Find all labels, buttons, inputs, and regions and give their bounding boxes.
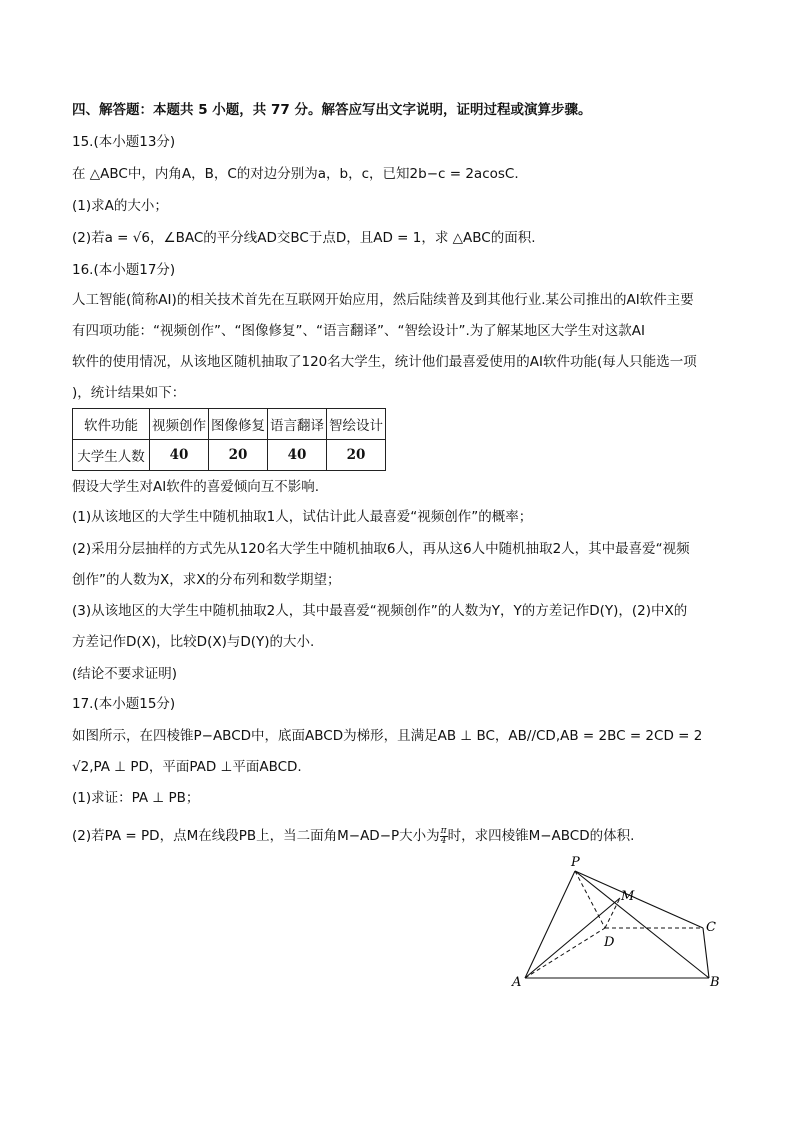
edge-pd-hidden (575, 871, 605, 928)
fraction-denominator: 4 (440, 835, 447, 846)
segment-dm-hidden (605, 898, 620, 928)
q15-part2: (2)若a = √6，∠BAC的平分线AD交BC于点D，且AD = 1，求 △ABC的面积. (72, 230, 536, 246)
q17-part2-pre: (2)若PA = PD，点M在线段PB上，当二面角M−AD−P大小为 (72, 828, 440, 844)
table-row-label: 大学生人数 (73, 440, 150, 471)
label-b: B (710, 975, 720, 990)
label-d: D (604, 935, 615, 950)
table-cell: 40 (150, 440, 209, 471)
q16-part3-line-2: 方差记作D(X)，比较D(X)与D(Y)的大小. (72, 634, 315, 650)
label-c: C (706, 920, 716, 935)
section-header: 四、解答题：本题共 5 小题，共 77 分。解答应写出文字说明，证明过程或演算步骤。 (72, 102, 592, 118)
q16-intro-line-1: 人工智能(简称AI)的相关技术首先在互联网开始应用，然后陆续普及到其他行业.某公司推出的AI软件主要 (72, 292, 694, 308)
table-column-header: 语言翻译 (268, 409, 327, 440)
table-column-header: 图像修复 (209, 409, 268, 440)
q16-assumption: 假设大学生对AI软件的喜爱倾向互不影响. (72, 479, 320, 495)
q15-part1: (1)求A的大小； (72, 198, 168, 214)
label-p: P (571, 855, 580, 870)
q17-part2 (72, 826, 634, 846)
q15-stem: 在 △ABC中，内角A，B，C的对边分别为a，b，c，已知2b−c = 2acosC. (72, 166, 519, 182)
label-a: A (512, 975, 522, 990)
q16-part3-line-1: (3)从该地区的大学生中随机抽取2人，其中最喜爱“视频创作”的人数为Y，Y的方差记作D(Y)，(2)中X的 (72, 603, 688, 619)
table-cell: 40 (268, 440, 327, 471)
table-column-header: 视频创作 (150, 409, 209, 440)
table-column-header: 智绘设计 (327, 409, 386, 440)
q17-stem-line-2: √2,PA ⊥ PD，平面PAD ⊥平面ABCD. (72, 759, 302, 775)
q16-intro-line-3: 软件的使用情况，从该地区随机抽取了120名大学生，统计他们最喜爱使用的AI软件功能(每人只能选一项 (72, 354, 697, 370)
edge-bc (703, 928, 709, 978)
q16-part1: (1)从该地区的大学生中随机抽取1人，试估计此人最喜爱“视频创作”的概率； (72, 509, 533, 525)
edge-pb (575, 871, 709, 978)
q17-heading: 17.(本小题15分) (72, 696, 176, 712)
q17-part1: (1)求证：PA ⊥ PB； (72, 790, 200, 806)
q15-heading: 15.(本小题13分) (72, 134, 176, 150)
q16-intro-line-2: 有四项功能：“视频创作”、“图像修复”、“语言翻译”、“智绘设计”.为了解某地区大学生对这款AI (72, 323, 645, 339)
table-header-label: 软件功能 (73, 409, 150, 440)
q16-part2-line-1: (2)采用分层抽样的方式先从120名大学生中随机抽取6人，再从这6人中随机抽取2人，其中最喜爱“视频 (72, 541, 690, 557)
table-cell: 20 (209, 440, 268, 471)
q17-part2-post: 时，求四棱锥M−ABCD的体积. (447, 828, 635, 844)
q16-heading: 16.(本小题17分) (72, 262, 176, 278)
survey-table (72, 408, 386, 471)
table-row (73, 409, 386, 440)
fraction-numerator: π (440, 825, 447, 836)
q16-intro-line-4: )，统计结果如下： (72, 385, 186, 401)
pi-over-four-fraction (440, 827, 448, 846)
table-row (73, 440, 386, 471)
q16-note: (结论不要求证明) (72, 666, 178, 682)
pyramid-figure (505, 853, 735, 993)
label-m: M (621, 889, 635, 904)
table-cell: 20 (327, 440, 386, 471)
q16-part2-line-2: 创作”的人数为X，求X的分布列和数学期望； (72, 572, 341, 588)
q17-stem-line-1: 如图所示，在四棱锥P−ABCD中，底面ABCD为梯形，且满足AB ⊥ BC，AB//CD,AB = 2BC = 2CD = 2 (72, 728, 703, 744)
